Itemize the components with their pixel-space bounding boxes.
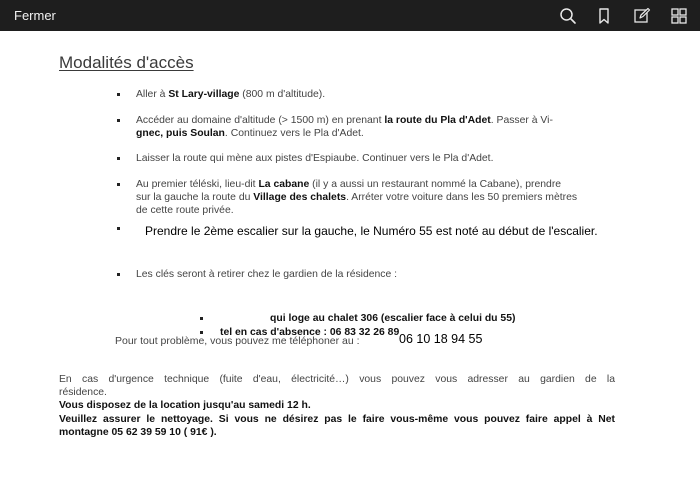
list-item: Les clés seront à retirer chez le gardien de la résidence : [117, 268, 397, 281]
problem-text: Pour tout problème, vous pouvez me téléphoner au : [115, 335, 360, 347]
grid-icon[interactable] [670, 7, 688, 25]
urgence-paragraph: En cas d'urgence technique (fuite d'eau, électricité…) vous pouvez vous adresser au gardien de la résidence. Vous disposez de la location jusqu'au samedi 12 h. Veuillez assurer le nettoyage. Si vous ne désirez pas le faire vous-même vous pouvez faire appel à Net montagne 05 62 39 59 10 ( 91€ ). [59, 374, 615, 438]
page-title: Modalités d'accès [59, 53, 194, 72]
list-item: Au premier téléski, lieu-dit La cabane (il y a aussi un restaurant nommé la Cabane), prendre sur la gauche la route du Village des chalets. Arréter votre voiture dans les 50 premiers mètres de cette route privée. [117, 178, 577, 217]
top-toolbar [0, 0, 700, 31]
close-button[interactable]: Fermer [14, 8, 56, 23]
list-item: Aller à St Lary-village (800 m d'altitude). [117, 88, 325, 101]
edit-icon[interactable] [633, 7, 651, 25]
document-page: Modalités d'accès Aller à St Lary-village (800 m d'altitude). Accéder au domaine d'altitude (> 1500 m) en prenant la route du Pla d'Adet. Passer à Vi- gnec, puis Soulan. Continuez vers le Pla d'Adet. Laisser la route qui mène aux pistes d'Espiaube. Continuer vers le Pla d'Adet. Au premier téléski, lieu-dit La cabane (il y a aussi un restaurant nommé la Cabane), prendre sur la gauche la route du Village des chalets. Arréter votre voiture dans les 50 premiers mètres de cette route privée. Prendre le 2ème escalier sur la gauche, le Numéro 55 est noté au début de l'escalier. Les clés seront à retirer chez le gardien de la résidence : qui loge au chalet 306 (escalier face à celui du 55) tel en cas d'absence : 06 83 32 26 89 Pour tout problème, vous pouvez me téléphoner au : 06 10 18 94 55 En cas d'urgence technique (fuite d'eau, électricité…) vous pouvez vous adresser au gardien de la résidence. Vous disposez de la location jusqu'au samedi 12 h. Veuillez assurer le nettoyage. Si vous ne désirez pas le faire vous-même vous pouvez faire appel à Net montagne 05 62 39 59 10 ( 91€ ). [0, 31, 700, 500]
bookmark-icon[interactable] [595, 7, 613, 25]
list-item: Prendre le 2ème escalier sur la gauche, le Numéro 55 est noté au début de l'escalier. [117, 225, 598, 238]
search-icon[interactable] [559, 7, 577, 25]
list-item: Accéder au domaine d'altitude (> 1500 m) en prenant la route du Pla d'Adet. Passer à Vi- gnec, puis Soulan. Continuez vers le Pla d'Adet. [117, 114, 553, 140]
list-item: Laisser la route qui mène aux pistes d'Espiaube. Continuer vers le Pla d'Adet. [117, 152, 493, 165]
phone-number: 06 10 18 94 55 [399, 332, 483, 346]
